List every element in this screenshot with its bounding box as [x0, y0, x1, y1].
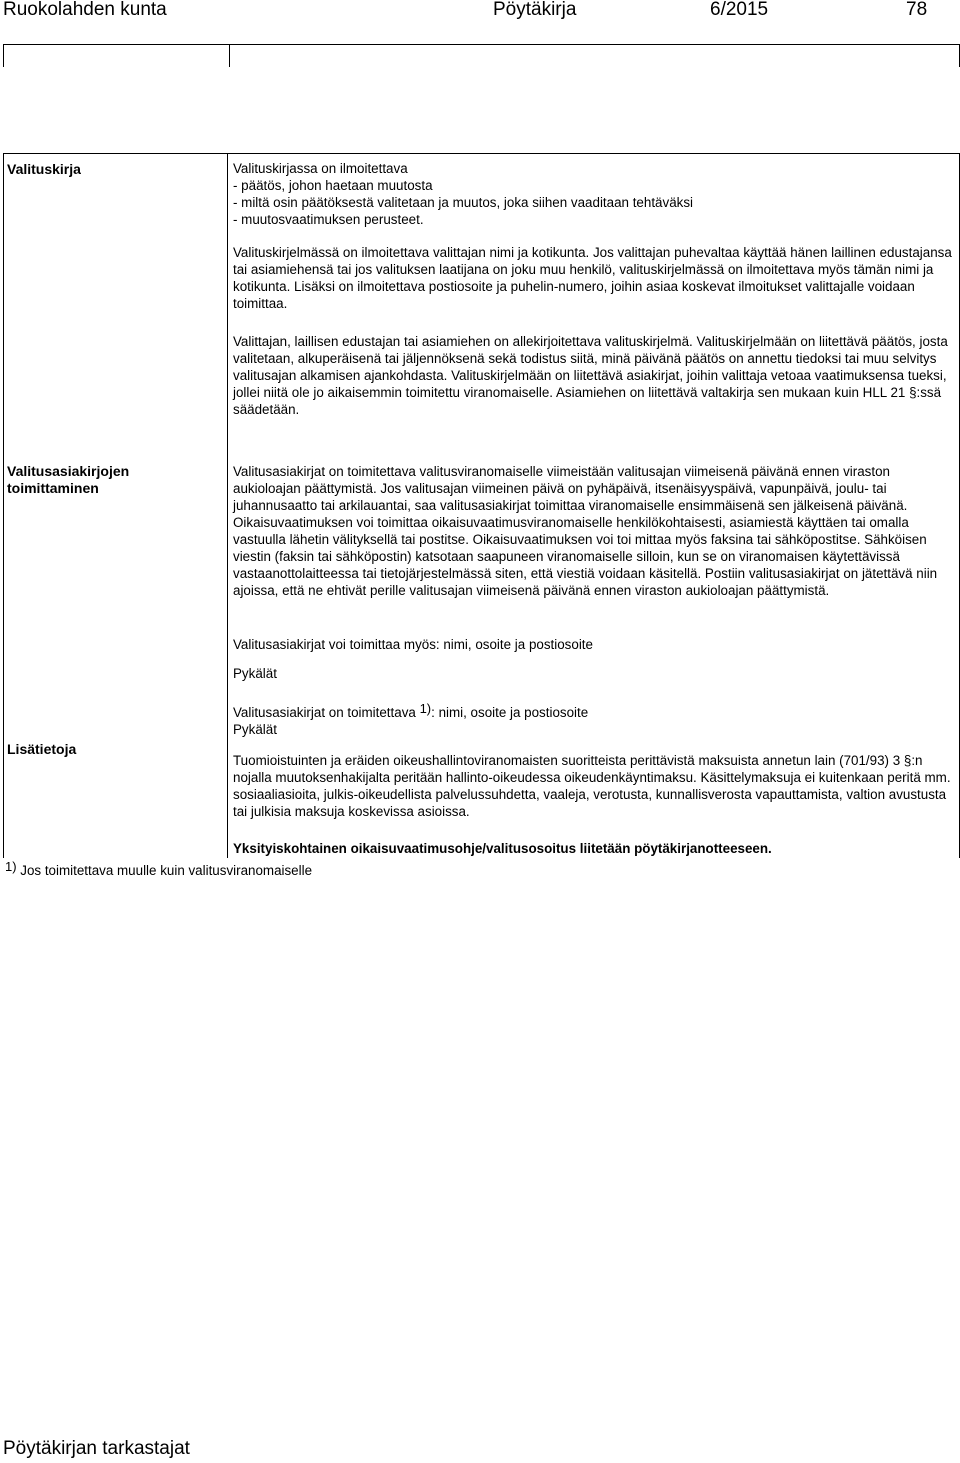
pykalat-label: Pykälät — [233, 666, 277, 681]
footnote-mark: 1) — [5, 859, 17, 874]
column-divider — [227, 154, 228, 858]
minutes-reviewers-label: Pöytäkirjan tarkastajat — [3, 1438, 190, 1459]
list-item: - päätös, johon haetaan muutosta — [233, 178, 433, 193]
list-item: - miltä osin päätöksestä valitetaan ja muutos, joka siihen vaaditaan tehtäväksi — [233, 195, 694, 210]
attachment-notice: Yksityiskohtainen oikaisuvaatimusohje/valitusosoitus liitetään pöytäkirjanotteeseen. — [233, 841, 772, 856]
footnote — [5, 859, 313, 880]
paragraph-delivery-address: Valitusasiakirjat voi toimittaa myös: nimi, osoite ja postiosoite — [233, 637, 593, 652]
footnote-text: Jos toimitettava muulle kuin valitusviranomaiselle — [16, 863, 313, 878]
list-item: - muutosvaatimuksen perusteet. — [233, 212, 424, 227]
page-number: 78 — [906, 0, 928, 20]
paragraph-signature-attachments: Valittajan, laillisen edustajan tai asiamiehen on allekirjoitettava valituskirjelmä. Valituskirjelmään on liitettävä päätös, josta valitetaan, alkuperäisenä tai jäljennöksenä sekä todistus siitä, minä päivänä päätös on annettu tiedoksi tai muu selvitys valitusajan alkamisen ajankohdasta. Valituskirjelmään on liitettävä asiakirjat, joihin valittaja vetoaa vaatimuksensa tueksi, jollei niitä ole jo aikaisemmin toimitettu viranomaiselle. Asiamiehen on liitettävä valtakirja sen mukaan kuin HLL 21 §:ssä säädetään. — [233, 334, 948, 417]
footnote-ref: 1) — [419, 701, 432, 716]
section-label-toimittaminen: Valitusasiakirjojen toimittaminen — [7, 463, 130, 496]
column-divider — [229, 45, 230, 67]
section-label-valituskirja: Valituskirja — [7, 161, 81, 177]
paragraph-appellant-info: Valituskirjelmässä on ilmoitettava valittajan nimi ja kotikunta. Jos valittajan puhevaltaa käyttää hänen laillinen edustajansa tai asiamiehensä tai jos valituksen laatijana on joku muu henkilö, valituskirjelmässä on ilmoitettava myös tämän nimi ja kotikunta. Lisäksi on ilmoitettava postiosoite ja puhelin-numero, joihin asiaa koskevat ilmoitukset valittajalle voidaan toimittaa. — [233, 245, 952, 311]
section-body-valituskirja — [233, 160, 958, 228]
list-item: Valituskirjassa on ilmoitettava — [233, 161, 408, 176]
section-label-lisatietoja: Lisätietoja — [7, 741, 77, 757]
paragraph-delivery-other: Valitusasiakirjat on toimitettava $^{1)}$: nimi, osoite ja postiosoite — [233, 701, 589, 720]
municipality-name: Ruokolahden kunta — [3, 0, 167, 20]
document-type: Pöytäkirja — [493, 0, 577, 20]
page-header — [0, 0, 960, 22]
paragraph-delivery: Valitusasiakirjat on toimitettava valitusviranomaiselle viimeistään valitusajan viimeisenä päivänä ennen viraston aukioloajan päättymistä. Jos valitusajan viimeinen päivä on pyhäpäivä, itsenäisyyspäivä, vapunpäivä, joulu- tai juhannusaatto tai arkilauantai, saa valitusasiakirjat toimittaa viranomaiselle ensimmäisenä sen jälkeisenä päivänä. Oikaisuvaatimuksen voi toimittaa oikaisuvaatimusviranomaiselle henkilökohtaisesti, asiamiestä käyttäen tai omalla vastuulla lähetin välityksellä tai postitse. Oikaisuvaatimuksen voi toi mittaa myös faksina tai sähköpostitse. Sähköisen viestin (faksin tai sähköpostin) katsotaan saapuneen viranomaiselle silloin, kun se on viranomaisen käytettävissä vastaanottolaitteessa tai tietojärjestelmässä siten, että viestiä voidaan käsitellä. Postiin valitusasiakirjat on jätettävä niin ajoissa, että ne ehtivät perille valitusajan viimeisenä päivänä ennen viraston aukioloajan päättymistä. — [233, 464, 938, 598]
top-table-fragment — [3, 44, 960, 67]
document-number: 6/2015 — [710, 0, 769, 20]
pykalat-label: Pykälät — [233, 722, 277, 737]
paragraph-fees: Tuomioistuinten ja eräiden oikeushallintoviranomaisten suoritteista perittävistä maksuista annetun lain (701/93) 3 §:n nojalla muutoksenhakijalta peritään hallinto-oikeudessa oikeudenkäyntimaksu. Käsittelymaksuja ei kuitenkaan peritä mm. sosiaaliasioita, julkis-oikeudellista palvelussuhdetta, vaaleja, verotusta, kunnallisverosta vapauttamista, valtion avustusta tai julkisia maksuja koskevissa asioissa. — [233, 753, 951, 819]
